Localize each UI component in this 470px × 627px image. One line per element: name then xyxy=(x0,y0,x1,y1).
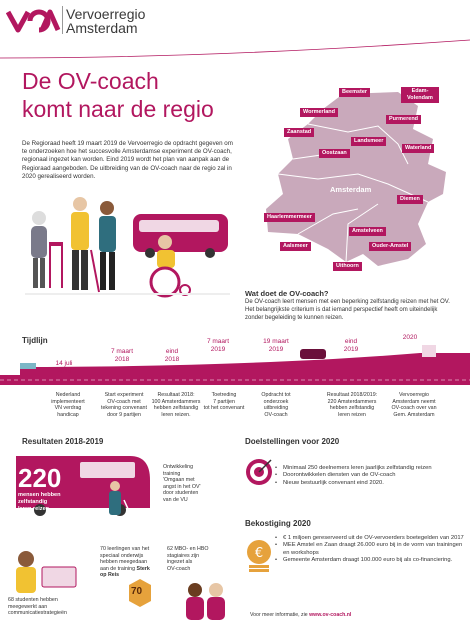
wat-heading: Wat doet de OV-coach? xyxy=(245,289,329,298)
timeline-date-4: 7 maart 2019 xyxy=(206,338,230,353)
goal-item: • Minimaal 250 deelnemers leren jaarlijks zelfstandig reizen xyxy=(275,465,465,472)
goals-heading: Doelstellingen voor 2020 xyxy=(245,437,340,446)
timeline-date-7: 2020 xyxy=(402,334,418,341)
logo-divider xyxy=(62,6,63,34)
timeline-date-2: 7 maart 2018 xyxy=(110,348,134,363)
funding-item: • MEE Amstel en Zaan draagt 26.000 euro bij in de vorm van trainingen en workshops xyxy=(275,542,465,557)
timeline-text-7: Vervoerregio Amsterdam neemt OV-coach over van Gem. Amsterdam xyxy=(391,392,437,418)
timeline-text-6: Resultaat 2018/2019: 220 Amsterdammers hebben zelfstandig leren reizen xyxy=(326,392,378,418)
funding-item: • € 1 miljoen gereserveerd uit de OV-vervoerders boetegelden van 2017 xyxy=(275,535,465,542)
map-label-purmerend: Purmerend xyxy=(386,115,421,124)
timeline-text-5: Opdracht tot onderzoek uitbreiding OV-coach xyxy=(261,392,291,418)
results-students: 62 MBO- en HBO stagiaires zijn ingezet als OV-coach xyxy=(167,546,209,572)
timeline-date-6: eind 2019 xyxy=(343,338,359,353)
map-label-zaanstad: Zaanstad xyxy=(284,128,314,137)
timeline-text-4: Toetreding 7 partijen tot het convenant xyxy=(203,392,245,412)
brand-name-line1: Vervoerregio xyxy=(66,6,146,22)
map-label-beemster: Beemster xyxy=(339,88,370,97)
svg-text:€: € xyxy=(254,546,264,561)
footer xyxy=(250,612,351,618)
timeline-date-5: 19 maart 2019 xyxy=(263,338,289,353)
map-label-landsmeer: Landsmeer xyxy=(351,137,386,146)
map-label-wormerland: Wormerland xyxy=(300,108,338,117)
footer-prefix: Voor meer informatie, zie xyxy=(250,612,308,618)
target-icon xyxy=(245,458,273,486)
page-title-line1: De OV-coach xyxy=(22,68,159,94)
page-title-line2: komt naar de regio xyxy=(22,96,214,122)
timeline-text-1: Nederland implementeert VN verdrag handicap xyxy=(51,392,85,418)
timeline-date-3: eind 2018 xyxy=(164,348,180,363)
timeline-text-2: Start experiment OV-coach met tekening convenant door 9 partijen xyxy=(101,392,147,418)
timeline-text-3: Resultaat 2018: 100 Amsterdammers hebben zelfstandig leren reizen. xyxy=(151,392,201,418)
map-label-aalsmeer: Aalsmeer xyxy=(280,242,311,251)
results-learned: 68 studenten hebben meegewerkt aan communicatiestrategieën xyxy=(8,597,67,617)
results-badge-number: 70 xyxy=(131,586,143,597)
coins-icon xyxy=(245,538,273,574)
funding-heading: Bekostiging 2020 xyxy=(245,519,311,528)
map-label-waterland: Waterland xyxy=(402,144,434,153)
map-label-ouder-amstel: Ouder-Amstel xyxy=(369,242,411,251)
map-label-amsterdam: Amsterdam xyxy=(330,185,372,194)
funding-item: • Gemeente Amsterdam draagt 100.000 euro bij als co-financiering. xyxy=(275,557,465,564)
students-illustration xyxy=(8,545,88,595)
people-illustration xyxy=(25,190,230,302)
region-map xyxy=(248,84,463,284)
results-pupils: 70 leerlingen van het speciaal onderwijs hebben meegedaan aan de training Sterk op Reis xyxy=(100,546,150,579)
map-label-edam-volendam: Edam- Volendam xyxy=(401,87,439,103)
results-big-text: mensen hebben zelfstandig leren reizen xyxy=(18,492,61,512)
results-heading: Resultaten 2018-2019 xyxy=(22,437,104,446)
stagiaires-illustration xyxy=(180,580,230,620)
funding-list xyxy=(275,535,465,565)
map-label-uithoorn: Uithoorn xyxy=(333,262,362,271)
brand-name-line2: Amsterdam xyxy=(66,20,138,36)
vervoerregio-logo-mark xyxy=(6,6,62,34)
wat-text: De OV-coach leert mensen met een beperking zelfstandig reizen met het OV. Het belangrijkste criterium is dat iemand perspectief heeft om uiteindelijk zonder begeleiding te kunnen reizen. xyxy=(245,299,450,321)
footer-link[interactable]: www.ov-coach.nl xyxy=(309,612,352,618)
map-label-oostzaan: Oostzaan xyxy=(319,149,350,158)
results-big-number: 220 xyxy=(18,463,62,493)
map-label-amstelveen: Amstelveen xyxy=(349,227,386,236)
intro-paragraph: De Regioraad heeft 19 maart 2019 de Vervoerregio de opdracht gegeven om te onderzoeken hoe het succesvolle Amsterdamse experiment de OV-coach, regionaal ingezet kan worden. Eind 2019 wordt het plan van aanpak aan de Regioraad aangeboden. De uitbreiding van de OV-coach naar de regio zal in 2020 gerealiseerd worden. xyxy=(22,140,233,180)
goals-list xyxy=(275,465,465,487)
map-label-diemen: Diemen xyxy=(397,195,423,204)
timeline-heading: Tijdlijn xyxy=(22,336,48,345)
results-training: Ontwikkeling training 'Omgaan met angst in het OV' door studenten van de VU xyxy=(163,464,201,503)
map-label-haarlemmermeer: Haarlemmermeer xyxy=(264,213,315,222)
header-swoosh xyxy=(0,38,470,62)
timeline-date-1: 14 juli 2016 xyxy=(55,360,73,375)
goal-item: • Nieuw bestuurlijk convenant eind 2020. xyxy=(275,480,465,487)
goal-item: • Doorontwikkelen diensten van de OV-coach xyxy=(275,472,465,479)
